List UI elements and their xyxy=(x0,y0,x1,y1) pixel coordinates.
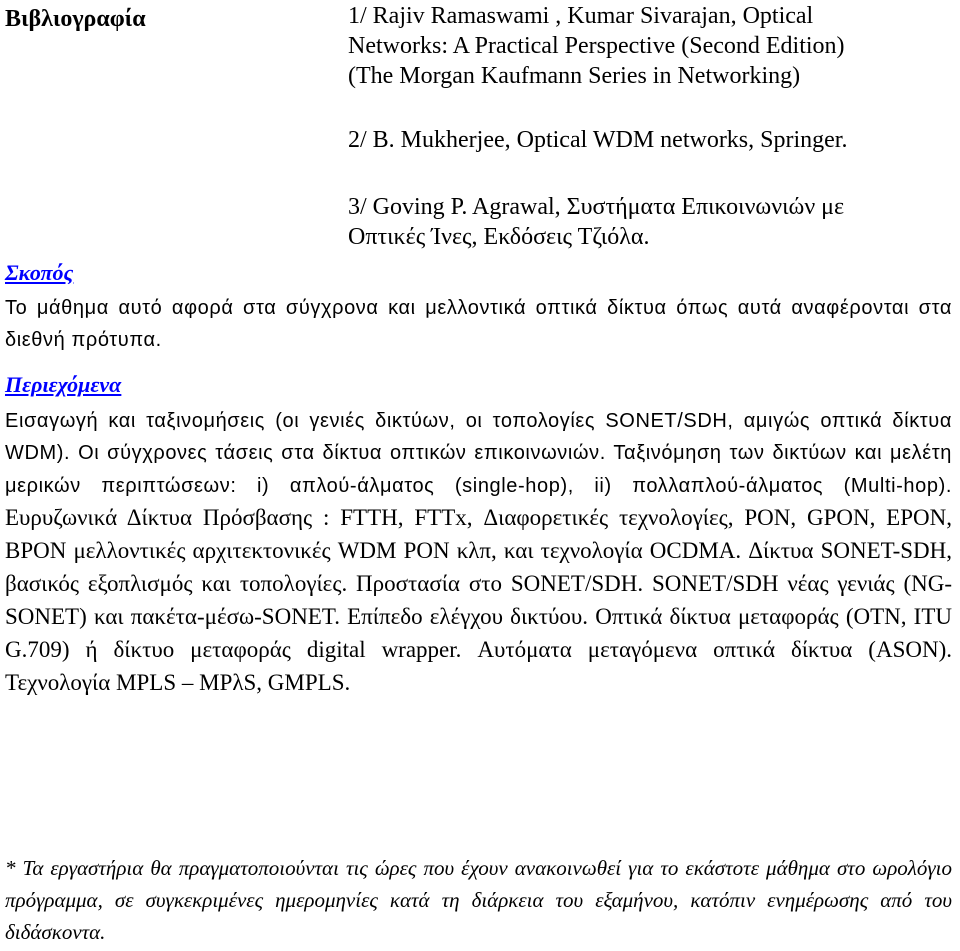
bibliography-heading: Βιβλιογραφία xyxy=(5,6,146,32)
contents-text-part1: Εισαγωγή και ταξινομήσεις (οι γενιές δικτύων, οι τοπολογίες SONET/SDH, αμιγώς οπτικά δίκτυα WDM). Οι σύγχρονες τάσεις στα δίκτυα οπτικών επικοινωνιών. Ταξινόμηση των δικτύων και μελέτη μερικών περιπτώσεων: i) απλού-άλματος (single-hop), ii) πολλαπλού-άλματος (Multi-hop). xyxy=(5,410,952,497)
bibliography-entry-1: 1/ Rajiv Ramaswami , Kumar Sivarajan, Optical Networks: A Practical Perspective (Second Edition) (The Morgan Kaufmann Series in Networking) xyxy=(348,3,845,89)
contents-heading: Περιεχόμενα xyxy=(5,372,122,397)
bibliography-entry-2: 2/ B. Mukherjee, Optical WDM networks, Springer. xyxy=(348,127,848,153)
bibliography-entry-3: 3/ Goving P. Agrawal, Συστήματα Επικοινωνιών με Οπτικές Ίνες, Εκδόσεις Τζιόλα. xyxy=(348,194,845,250)
lab-footnote: * Τα εργαστήρια θα πραγματοποιούνται τις ώρες που έχουν ανακοινωθεί για το εκάστοτε μάθημα στο ωρολόγιο πρόγραμμα, σε συγκεκριμένες ημερομηνίες κατά τη διάρκεια του εξαμήνου, κατόπιν ενημέρωσης από του διδάσκοντα. xyxy=(5,856,952,944)
contents-text-part2: Ευρυζωνικά Δίκτυα Πρόσβασης : FTTH, FTTx, Διαφορετικές τεχνολογίες, PON, GPON, EPON, BPON μελλοντικές αρχιτεκτονικές WDM PON κλπ, και τεχνολογία OCDMA. Δίκτυα SONET-SDH, βασικός εξοπλισμός και τοπολογίες. Προστασία στο SONET/SDH. SONET/SDH νέας γενιάς (NG-SONET) και πακέτα-μέσω-SONET. Επίπεδο ελέγχου δικτύου. Οπτικά δίκτυα μεταφοράς (OTN, ITU G.709) ή δίκτυο μεταφοράς digital wrapper. Αυτόματα μεταγόμενα οπτικά δίκτυα (ASON). Τεχνολογία MPLS – MPλS, GMPLS. xyxy=(5,505,952,695)
aim-heading: Σκοπός xyxy=(5,260,74,285)
aim-paragraph: Το μάθημα αυτό αφορά στα σύγχρονα και μελλοντικά οπτικά δίκτυα όπως αυτά αναφέρονται στα διεθνή πρότυπα. xyxy=(5,297,952,351)
contents-paragraph xyxy=(5,405,952,700)
